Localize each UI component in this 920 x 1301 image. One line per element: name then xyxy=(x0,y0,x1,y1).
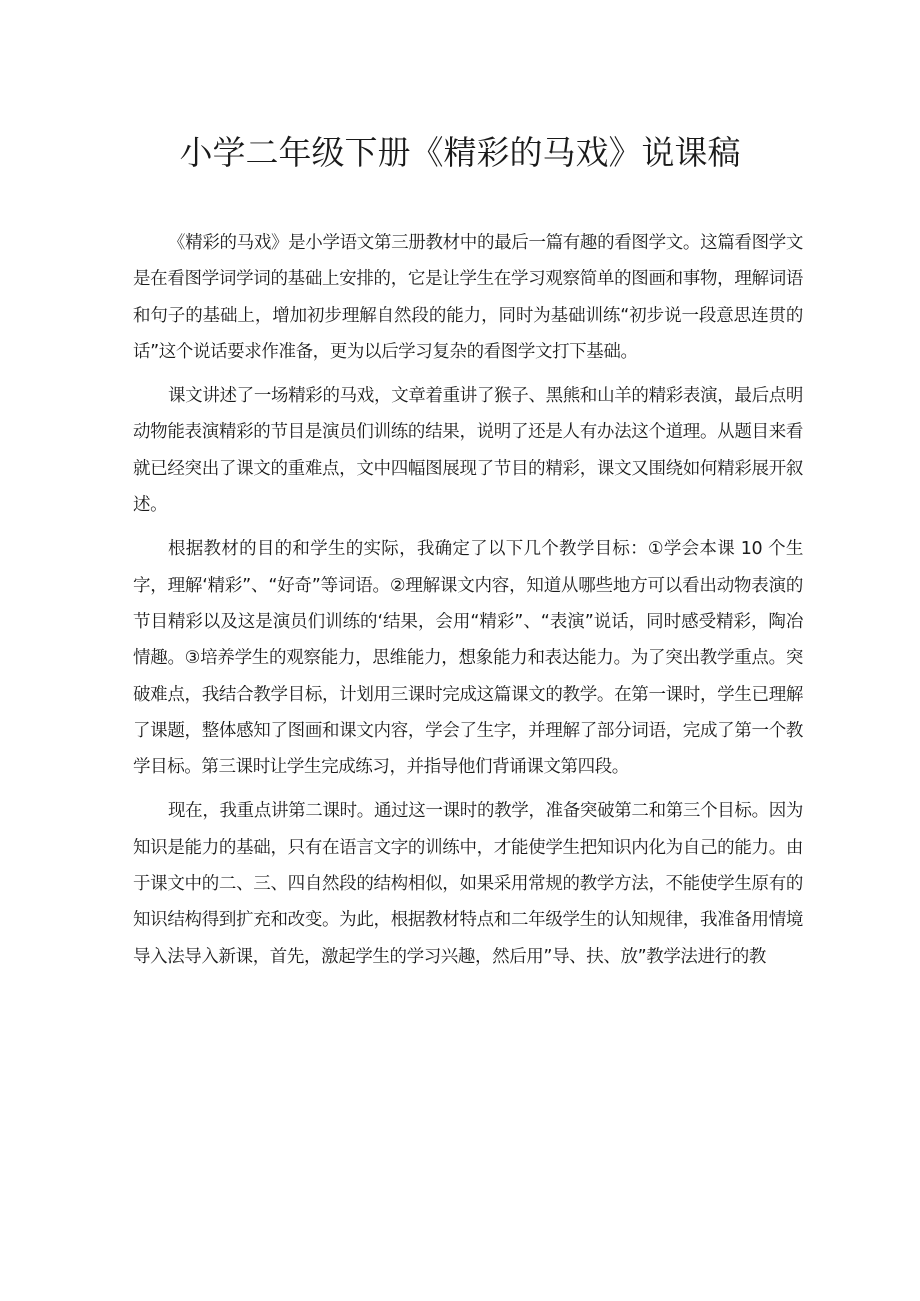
document-body xyxy=(133,225,803,975)
document-title: 小学二年级下册《精彩的马戏》说课稿 xyxy=(179,133,741,172)
paragraph-content-summary: 课文讲述了一场精彩的马戏，文章着重讲了猴子、黑熊和山羊的精彩表演，最后点明动物能表演精彩的节目是演员们训练的结果，说明了还是人有办法这个道理。从题目来看就已经突出了课文的重难点，文中四幅图展现了节目的精彩，课文又围绕如何精彩展开叙述。 xyxy=(133,386,803,516)
paragraph-second-lesson: 现在，我重点讲第二课时。通过这一课时的教学，准备突破第二和第三个目标。因为知识是能力的基础，只有在语言文字的训练中，才能使学生把知识内化为自己的能力。由于课文中的二、三、四自然段的结构相似，如果采用常规的教学方法，不能使学生原有的知识结构得到扩充和改变。为此，根据教材特点和二年级学生的认知规律，我准备用情境导入法导入新课，首先，激起学生的学习兴趣，然后用”导、扶、放”教学法进行的教 xyxy=(133,801,803,967)
paragraph-teaching-goals: 根据教材的目的和学生的实际，我确定了以下几个教学目标：①学会本课 10 个生字，理解‘精彩”、“好奇”等词语。②理解课文内容，知道从哪些地方可以看出动物表演的节目精彩以及这是演员们训练的‘结果，会用“精彩”、“表演”说话，同时感受精彩，陶冶情趣。③培养学生的观察能力，思维能力，想象能力和表达能力。为了突出教学重点。突破难点，我结合教学目标，计划用三课时完成这篇课文的教学。在第一课时，学生已理解了课题，整体感知了图画和课文内容，学会了生字，并理解了部分词语，完成了第一个教学目标。第三课时让学生完成练习，并指导他们背诵课文第四段。 xyxy=(133,539,803,778)
paragraph-intro: 《精彩的马戏》是小学语文第三册教材中的最后一篇有趣的看图学文。这篇看图学文是在看图学词学词的基础上安排的，它是让学生在学习观察简单的图画和事物，理解词语和句子的基础上，增加初步理解自然段的能力，同时为基础训练“初步说一段意思连贯的话”这个说话要求作准备，更为以后学习复杂的看图学文打下基础。 xyxy=(133,233,803,362)
